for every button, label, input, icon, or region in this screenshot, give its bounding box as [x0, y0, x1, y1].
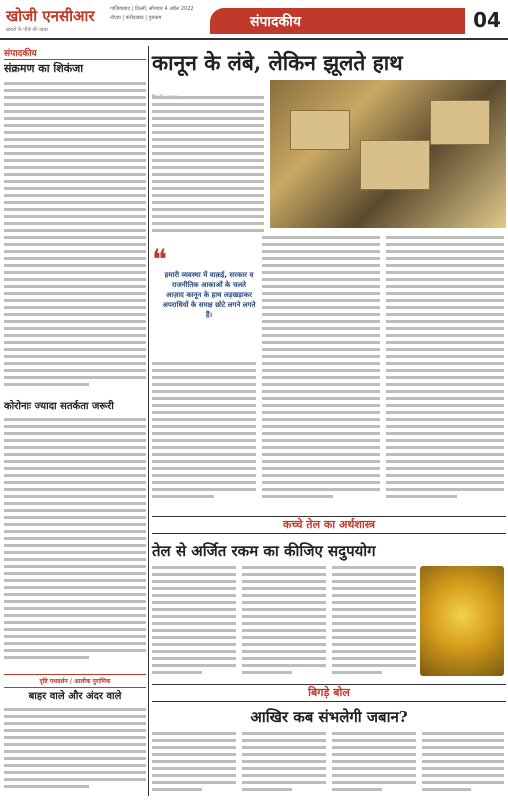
oil-body-col3: [332, 566, 416, 678]
speech-strip-headline: बिगड़े बोल: [308, 686, 350, 699]
page-number: 04: [473, 8, 501, 32]
brand-logo: खोजी एनसीआर: [6, 7, 95, 25]
covid-box-headline: कोरोनाः ज्यादा सतर्कता जरूरी: [4, 401, 114, 412]
oil-photo: [420, 566, 504, 676]
column-body-text: [4, 708, 146, 796]
main-body-col1b: [152, 362, 256, 512]
section-divider-top: [152, 516, 506, 517]
section-label: संपादकीय: [210, 8, 465, 34]
main-body-col2: [262, 236, 380, 512]
left-body-text: [4, 82, 146, 392]
pull-quote: [152, 243, 256, 356]
edition-line: नोएडा | फरीदाबाद | गुरुग्राम: [110, 15, 162, 21]
section-divider-bottom: [152, 533, 506, 534]
column-divider: [148, 46, 149, 796]
oil-headline: तेल से अर्जित रकम का कीजिए सदुपयोग: [152, 542, 376, 560]
quote-mark-icon: ❝: [152, 243, 168, 276]
speech-divider-top: [152, 684, 506, 685]
main-body-col3: [386, 236, 504, 512]
main-headline: कानून के लंबे, लेकिन झूलते हाथ: [152, 50, 403, 75]
speech-divider-bottom: [152, 701, 506, 702]
brand-tagline: ख़बरों के पीछे की ख़बर: [6, 27, 49, 33]
editorial-label: संपादकीय: [4, 46, 146, 60]
left-headline: संक्रमण का शिकंजा: [4, 62, 84, 75]
covid-body-text: [4, 418, 146, 668]
main-byline: [152, 84, 264, 94]
column-headline: बाहर वाले और अंदर वाले: [28, 691, 122, 702]
speech-body-col4: [422, 732, 504, 796]
article-photo: [270, 80, 506, 228]
speech-headline: आखिर कब संभलेगी जबान?: [250, 708, 408, 726]
oil-strip-headline: कच्चे तेल का अर्थशास्त्र: [282, 518, 376, 531]
column-byline: दृष्टि पथदर्शन / आलोक पुराणिक: [4, 674, 146, 688]
oil-body-col1: [152, 566, 236, 678]
masthead: [0, 0, 508, 40]
left-column: [4, 46, 146, 798]
pull-quote-text: हमारी व्यवस्था में वाक़ई, सरकार व राजनीतिक आकाओं के चलते आज़ाद कानून के हाथ लड़खड़ाकर अपराधियों के समक्ष छोटे लगने लगते हैं।: [162, 271, 256, 319]
dateline: गाज़ियाबाद | दिल्ली, सोमवार 4 अप्रैल 2022: [110, 6, 194, 12]
main-body-col1: [152, 96, 264, 242]
oil-body-col2: [242, 566, 326, 678]
speech-body-col2: [242, 732, 326, 796]
speech-body-col1: [152, 732, 236, 796]
speech-body-col3: [332, 732, 416, 796]
